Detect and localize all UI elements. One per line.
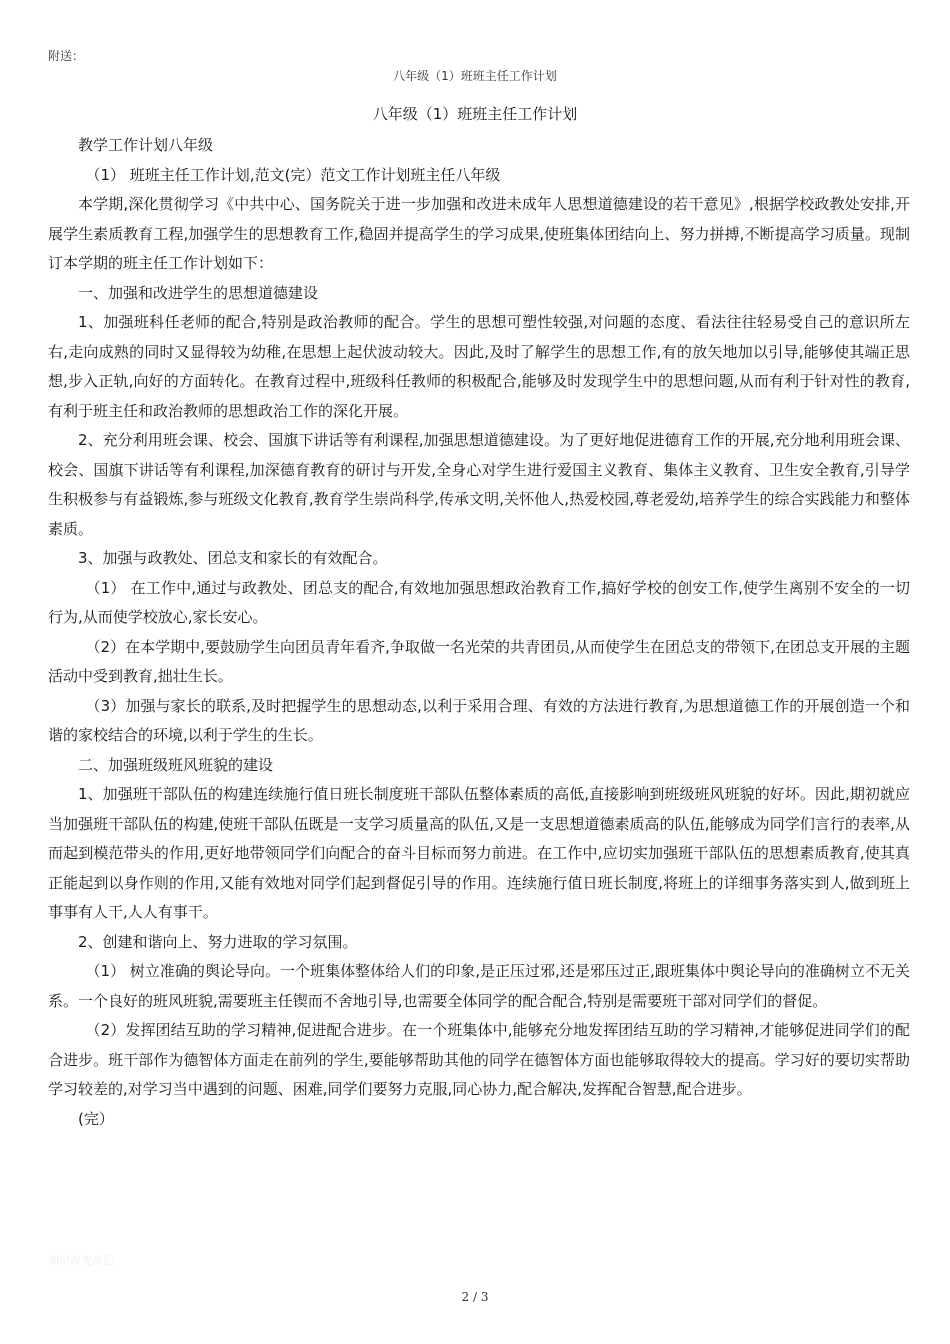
paragraph: 教学工作计划八年级 [78, 136, 214, 154]
paragraph: 本学期,深化贯彻学习《中共中心、国务院关于进一步加强和改进未成年人思想道德建设的若干意见》,根据学校政教处安排,开展学生素质教育工程,加强学生的思想教育工作,稳固并提高学生的学习成果,使班集体团结向上、努力拼搏,不断提高学习质量。现制订本学期的班主任工作计划如下： [48, 195, 910, 272]
page-header: 八年级（1）班班主任工作计划 [393, 69, 557, 83]
paragraph: 2、创建和谐向上、努力进取的学习氛围。 [78, 932, 358, 951]
page-number: 2 / 3 [461, 1290, 489, 1304]
paragraph: 2、充分利用班会课、校会、国旗下讲话等有利课程,加强思想道德建设。为了更好地促进德育工作的开展,充分地利用班会课、校会、国旗下讲话等有利课程,加深德育教育的研讨与开发,全身心对学生进行爱国主义教育、集体主义教育、卫生安全教育,引导学生积极参与有益锻炼,参与班级文化教育,教育学生崇尚科学,传承文明,关怀他人,热爱校园,尊老爱幼,培养学生的综合实践能力和整体素质。 [48, 431, 910, 538]
paragraph: 3、加强与政教处、团总支和家长的有效配合。 [78, 549, 388, 567]
paragraph: （2）在本学期中,要鼓励学生向团员青年看齐,争取做一名光荣的共青团员,从而使学生在团总支的带领下,在团总支开展的主题活动中受到教育,拙壮生长。 [48, 637, 910, 685]
document-body [48, 131, 910, 1134]
attachment-label: 附送： [48, 49, 85, 63]
section-heading: 一、加强和改进学生的思想道德建设 [78, 283, 319, 302]
paragraph: （1） 班班主任工作计划,范文(完）范文工作计划班主任八年级 [85, 165, 501, 184]
section-heading: 二、加强班级班风班貌的建设 [78, 755, 274, 774]
paragraph: （1） 树立准确的舆论导向。一个班集体整体给人们的印象,是正压过邪,还是邪压过正,跟班集体中舆论导向的准确树立不无关系。一个良好的班风班貌,需要班主任锲而不舍地引导,也需要全体同学的配合配合,特别是需要班干部对同学们的督促。 [48, 962, 910, 1010]
paragraph: 1、加强班科任老师的配合,特别是政治教师的配合。学生的思想可塑性较强,对问题的态度、看法往往轻易受自己的意识所左右,走向成熟的同时又显得较为幼稚,在思想上起伏波动较大。因此,及时了解学生的思想工作,有的放矢地加以引导,能够使其端正思想,步入正轨,向好的方面转化。在教育过程中,班级科任教师的积极配合,能够及时发现学生中的思想问题,从而有利于针对性的教育,有利于班主任和政治教师的思想政治工作的深化开展。 [48, 313, 910, 420]
closing-mark: (完） [78, 1109, 114, 1128]
paragraph: （1） 在工作中,通过与政教处、团总支的配合,有效地加强思想政治教育工作,搞好学校的创安工作,使学生离别不安全的一切行为,从而使学校放心,家长安心。 [48, 578, 910, 626]
faded-watermark-text: 知识改变命运 [48, 1254, 114, 1267]
document-title: 八年级（1）班班主任工作计划 [372, 105, 578, 123]
paragraph: （3）加强与家长的联系,及时把握学生的思想动态,以利于采用合理、有效的方法进行教育,为思想道德工作的开展创造一个和谐的家校结合的环境,以利于学生的生长。 [48, 696, 910, 744]
paragraph: 1、加强班干部队伍的构建连续施行值日班长制度班干部队伍整体素质的高低,直接影响到班级班风班貌的好坏。因此,期初就应当加强班干部队伍的构建,使班干部队伍既是一支学习质量高的队伍,又是一支思想道德素质高的队伍,能够成为同学们言行的表率,从而起到模范带头的作用,更好地带领同学们向配合的奋斗目标而努力前进。在工作中,应切实加强班干部队伍的思想素质教育,使其真正能起到以身作则的作用,又能有效地对同学们起到督促引导的作用。连续施行值日班长制度,将班上的详细事务落实到人,做到班上事事有人干,人人有事干。 [48, 785, 910, 921]
paragraph: （2）发挥团结互助的学习精神,促进配合进步。在一个班集体中,能够充分地发挥团结互助的学习精神,才能够促进同学们的配合进步。班干部作为德智体方面走在前列的学生,要能够帮助其他的同学在德智体方面也能够取得较大的提高。学习好的要切实帮助学习较差的,对学习当中遇到的问题、困难,同学们要努力克服,同心协力,配合解决,发挥配合智慧,配合进步。 [48, 1021, 910, 1098]
